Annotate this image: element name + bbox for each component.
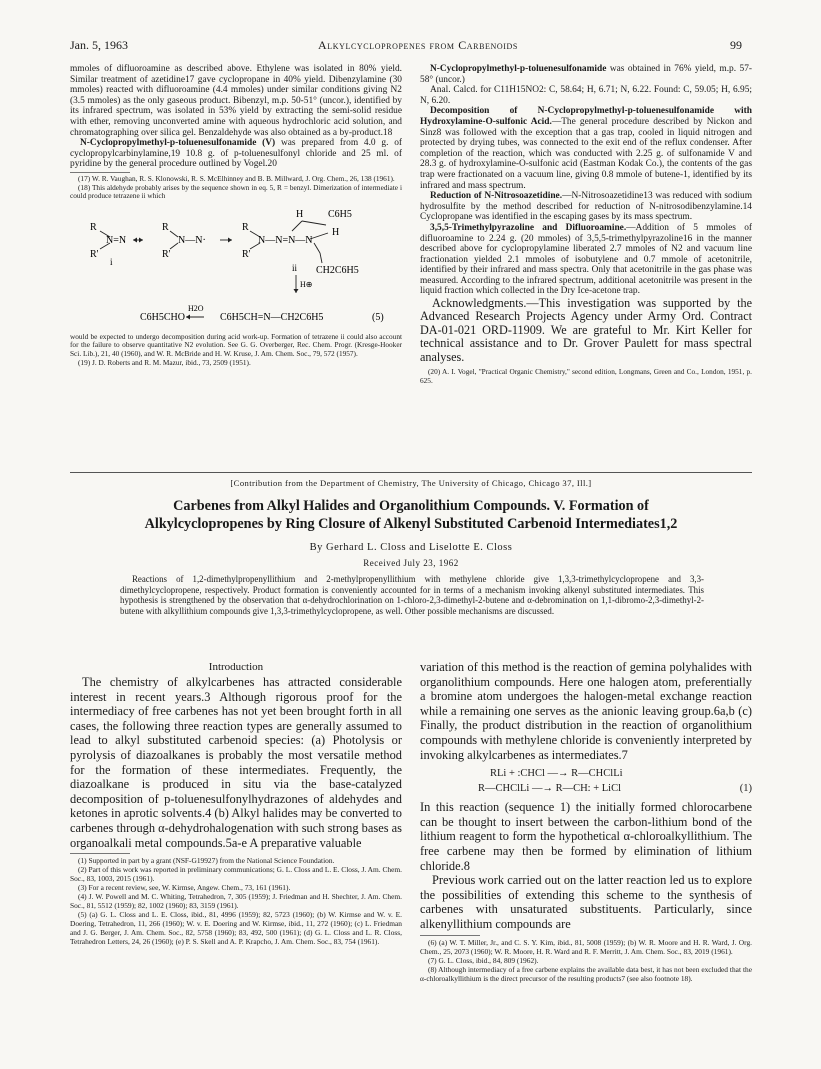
bold-heading: N-Cyclopropylmethyl-p-toluenesulfonamide [430,64,607,74]
section-rule [70,472,752,473]
footnote-1: (1) Supported in part by a grant (NSF-G19927) from the National Science Foundation. [78,856,335,866]
intro-heading: Introduction [208,661,264,673]
acknowledgments: Acknowledgments.—This investigation was supported by the Advanced Research Projects Agency under Army Ord. Contract DA-01-021 ORD-11909. We are grateful to Mr. Kirt Keller for technical assistance and to Dr. Grover Paulett for mass spectral analyses. [420,296,752,364]
page-number: 99 [730,38,742,52]
footnote-2: (2) Part of this work was reported in preliminary communications; G. L. Closs and L. E. Closs, J. Am. Chem. Soc., 83, 1003, 2015 (1961). [70,865,402,884]
article-title-line-1: Carbenes from Alkyl Halides and Organolithium Compounds. V. Formation of [173,498,649,514]
footnote-18: (18) This aldehyde probably arises by the sequence shown in eq. 5, R = benzyl. Dimerization of intermediate i could produce tetrazene ii which [70,182,402,201]
intro-right-column [420,660,752,983]
abstract: Reactions of 1,2-dimethylpropenyllithium and 2-methylpropenyllithium with methylene chloride give 1,3,3-trimethylcyclopropene and 3,3-dimethylcyclopropene, respectively. Product formation is conveniently accounted for in terms of a mechanism invoking alkenyl substituted intermediates. This hypothesis is strengthened by the observation that α-dehydrochlorination on 1-chloro-2,3-dimethyl-2-butene and α-debromination on 1,1-dibromo-2,3-dimethyl-2-butene with alkyllithium compounds give 1,3,3-trimethylcyclopropene, as well. Other possible mechanisms are discussed. [120,574,704,616]
scheme-equation-number: (5) [372,311,384,323]
analysis-line: Anal. Calcd. for C11H15NO2: C, 58.64; H, 6.71; N, 6.22. Found: C, 59.05; H, 6.95; N, 6.20. [420,85,752,106]
bold-heading: Decomposition of N-Cyclopropylmethyl-p-toluenesulfonamide with Hydroxylamine-O-sulfonic Acid. [420,106,752,127]
svg-text:N—N·: N—N· [178,234,206,246]
footnote-separator [70,853,130,854]
reaction-scheme [70,203,402,331]
intro-paragraph: variation of this method is the reaction of gemina polyhalides with organolithium compounds. Here one halogen atom, preferentially a bromine atom undergoes the halogen-metal exchange reaction while a remaining one serves as the anionic leaving group.6a,b (c) Finally, the product distribution in the reaction of organolithium compounds with methylene chloride is conveniently interpreted by invoking alkylcarbenes as intermediates.7 [420,660,752,762]
intro-paragraph: Previous work carried out on the latter reaction led us to explore the possibilities of extending this scheme to the synthesis of carbenes with unsaturated substituents. Particularly, since alkenyllithium compounds are [420,873,752,931]
scheme-r: R [242,221,249,233]
footnote-separator [70,172,130,173]
svg-text:N—N=N—N: N—N=N—N [258,234,313,246]
paragraph: —Addition of 5 mmoles of difluoroamine to 2.24 g. (20 mmoles) of 3,5,5-trimethylpyrazoline16 in the manner described above for cyclopropylamine liberated 2.7 mmoles of N2 and vacuum line fractionation yielded 2.1 mmoles of isobutylene and 0.7 mmole of acetonitrile, identified by their infrared and mass spectra. Only that acetonitrile in the gas phase was measured. According to the infrared spectrum, additional acetonitrile was present in the liquid fraction which collected in the Dry Ice-acetone trap. [420,222,753,297]
header-title: Alkylcyclopropenes from Carbenoids [318,38,518,52]
contribution-line: [Contribution from the Department of Chemistry, The University of Chicago, Chicago 37, Ill.] [230,478,592,488]
intro-paragraph: The chemistry of alkylcarbenes has attracted considerable interest in recent years.3 Although rigorous proof for the intermediacy of free carbenes has not yet been brought forth in all cases, the following three reaction types are generally assumed to lead to alkyl substituted carbenoid species: (a) Photolysis or pyrolysis of diazoalkanes is probably the most versatile method for the formation of these intermediates. Frequently, the diazoalkane is produced in situ via the base-catalyzed decomposition of p-toluenesulfonylhydrazones of aldehydes and ketones in aprotic solvents.4 (b) Alkyl halides may be converted to carbenes through α-dehydrohalogenation with such strong bases as organoalkali metal compounds.5a-e A preparative valuable [70,675,402,850]
scheme-label-ii: ii [292,262,298,273]
received-date: Received July 23, 1962 [363,558,459,568]
scheme-r: R [162,221,169,233]
bold-heading: N-Cyclopropylmethyl-p-toluenesulfonamide (V) [80,138,276,149]
footnote-19: (19) J. D. Roberts and R. M. Mazur, ibid., 73, 2509 (1951). [78,357,251,367]
equation-1 [420,765,752,797]
article-title-line-2: Alkylcyclopropenes by Ring Closure of Alkenyl Substituted Carbenoid Intermediates1,2 [144,516,678,532]
scheme-r-prime: R' [162,248,171,260]
footnote-4: (4) J. W. Powell and M. C. Whiting, Tetrahedron, 7, 305 (1959); J. Friedman and H. Shechter, J. Am. Chem. Soc., 81, 5512 (1959); 82, 1002 (1960); 83, 3159 (1961). [70,892,402,911]
scheme-r-prime: R' [242,248,251,260]
equation-line: RLi + :CHCl —→ R—CHClLi [490,768,623,780]
scheme-h: H [332,226,340,238]
footnote-18-continued: would be expected to undergo decomposition during acid work-up. Formation of tetrazene ii could also account for the failure to observe quantitative N2 evolution. See G. G. Overberger, Rec. Chem. Progr. (Kresge-Hooker Sci. Lib.), 21, 40 (1960), and W. R. McBride and H. W. Kruse, J. Am. Chem. Soc., 79, 572 (1957). [70,331,402,358]
equation-number: (1) [739,783,752,795]
intro-left-column [70,660,402,946]
scheme-r: R [90,221,97,233]
scheme-h2o: H2O [188,303,204,313]
paragraph: mmoles of difluoroamine as described above. Ethylene was isolated in 80% yield. Similar treatment of azetidine17 gave cyclopropane in 40% yield. Dibenzylamine (30 mmoles) reacted with difluoroamine (4.4 mmoles) under similar conditions giving N2 (3.5 mmoles) as the only gaseous product. Bibenzyl, m.p. 50-51° (uncor.), identified by its infrared spectrum, was isolated in 53% yield by extracting the semi-solid residue with ether, removing unconverted amine with aqueous hydrochloric acid solution, and chromatographing over silica gel. Benzaldehyde was also obtained as a by-product.18 [70,64,402,138]
footnote-8: (8) Although intermediacy of a free carbene explains the available data best, it has not been excluded that the α-chloroalkyllithium is the direct precursor of the resulting products7 (see also footnote 18). [420,964,752,983]
left-column-top [70,64,402,367]
scheme-imine: C6H5CH=N—CH2C6H5 [220,311,324,323]
footnote-7: (7) G. L. Closs, ibid., 84, 809 (1962). [428,955,539,965]
scheme-h: H [296,208,304,220]
equation-line: R—CHClLi —→ R—CH: + LiCl [478,783,622,795]
paragraph: —N-Nitrosoazetidine13 was reduced with sodium hydrosulfite by the method described for reduction of N-nitrosodibenzylamine.14 Cyclopropane was identified in the escaping gases by its mass spectrum. [420,191,753,223]
footnote-separator [420,935,480,936]
running-header [0,38,821,54]
footnote-3: (3) For a recent review, see, W. Kirmse, Angew. Chem., 73, 161 (1961). [78,883,291,893]
intro-paragraph: In this reaction (sequence 1) the initially formed chlorocarbene can be thought to insert between the carbon-lithium bond of the lithium reagent to form the hypothetical α-chloroalkyllithium. The free carbene may then be formed by elimination of lithium chloride.8 [420,800,752,873]
scheme-nn: N=N [106,234,127,246]
paragraph: was prepared from 4.0 g. of cyclopropylcarbinylamine,19 10.8 g. of p-toluenesulfonyl chloride and 25 ml. of pyridine by the general procedure outlined by Vogel.20 [70,138,403,170]
footnote-17: (17) W. R. Vaughan, R. S. Klonowski, R. S. McElhinney and B. B. Millward, J. Org. Chem., 26, 138 (1961). [78,173,395,183]
scheme-c6h5: C6H5 [328,208,352,220]
header-date: Jan. 5, 1963 [70,38,128,52]
paragraph: was obtained in 76% yield, m.p. 57-58° (uncor.) [420,64,752,85]
footnote-20: (20) A. I. Vogel, "Practical Organic Chemistry," second edition, Longmans, Green and Co., London, 1951, p. 625. [420,367,752,385]
bold-heading: 3,5,5-Trimethylpyrazoline and Difluoroamine. [430,222,627,233]
bold-heading: Reduction of N-Nitrosoazetidine. [430,191,563,202]
reaction-scheme-svg [70,203,402,331]
scheme-r-prime: R' [90,248,99,260]
authors: By Gerhard L. Closs and Liselotte E. Closs [309,542,513,553]
scheme-ch2c6h5: CH2C6H5 [316,264,359,276]
scheme-aldehyde: C6H5CHO [140,311,186,323]
paragraph: —The general procedure described by Nickon and Sinz8 was followed with the exception that a gas trap, cooled in liquid nitrogen and protected by drying tubes, was connected to the exit end of the reflux condenser. After completion of the reaction, which was conducted with 2.25 g. of sulfonamide V and 28.3 g. of hydroxylamine-O-sulfonic acid (Eastman Kodak Co.), the contents of the gas trap were fractionated on a vacuum line, giving 0.8 mmole of butene-1, identified by its infrared and mass spectrum. [420,116,752,191]
scheme-hplus: H⊕ [300,279,313,289]
right-column-top [420,64,752,385]
scheme-label-i: i [110,256,113,267]
footnote-5: (5) (a) G. L. Closs and L. E. Closs, ibid., 81, 4996 (1959); 82, 5723 (1960); (b) W. Kirmse and W. v. E. Doering, Tetrahedron, 11, 266 (1960); W. v. E. Doering and W. Kirmse, ibid., 11, 272 (1960); (c) L. Friedman and J. G. Berger, J. Am. Chem. Soc., 82, 5758 (1960); 83, 492, 500 (1961); (d) G. L. Closs and L. R. Closs, Tetrahedron Letters, 24, 26 (1960); (e) P. S. Skell and A. P. Krapcho, J. Am. Chem. Soc., 83, 754 (1961). [70,910,402,947]
footnote-6: (6) (a) W. T. Miller, Jr., and C. S. Y. Kim, ibid., 81, 5008 (1959); (b) W. R. Moore and H. R. Ward, J. Org. Chem., 25, 2073 (1960); W. R. Moore, H. R. Ward and R. F. Merritt, J. Am. Chem. Soc., 83, 2019 (1961). [420,937,752,956]
